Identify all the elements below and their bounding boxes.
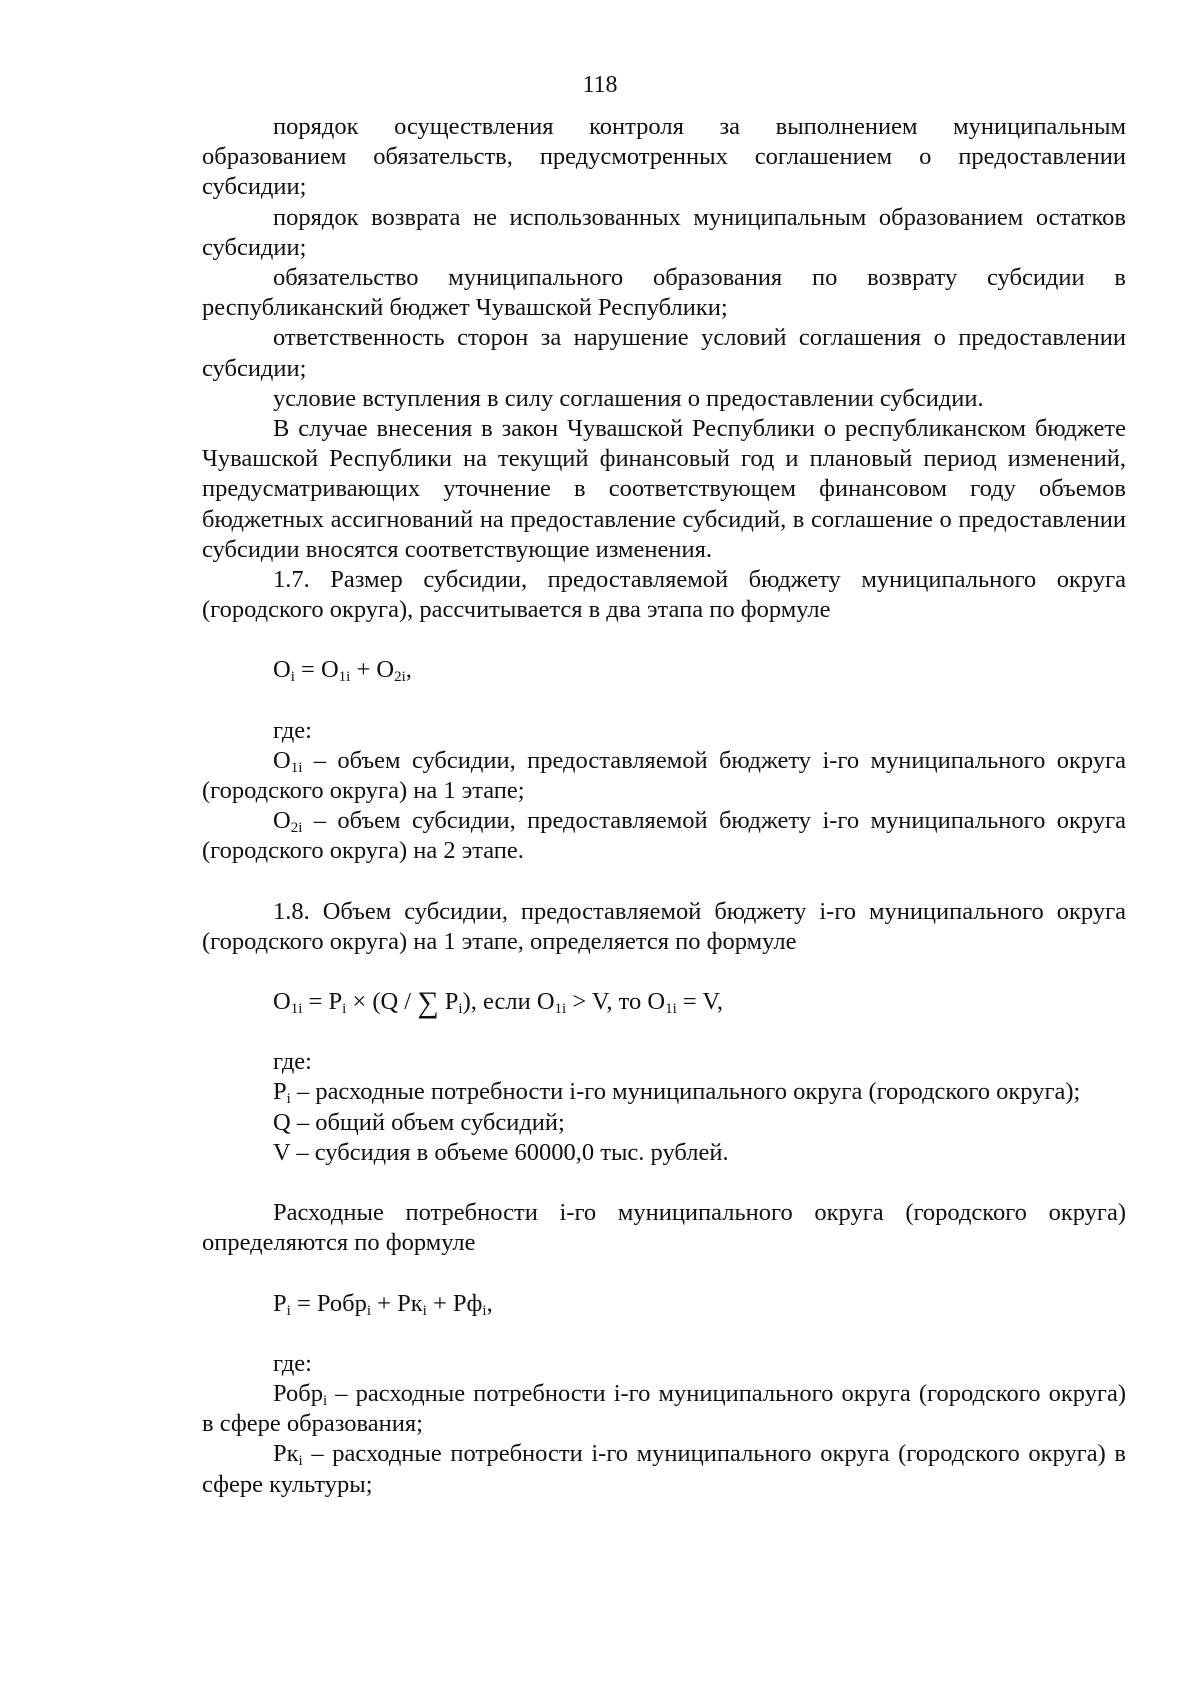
formula-op: +	[371, 1289, 398, 1317]
formula-op: =	[302, 988, 329, 1016]
formula-sym: Робр	[316, 1289, 367, 1317]
formula-sub: i	[286, 1302, 291, 1319]
sum-sign: ∑	[417, 986, 439, 1020]
paragraph: обязательство муниципального образования по возврату субсидии в республиканский бюджет Чувашской Республики;	[202, 264, 1126, 322]
formula-sym: O	[536, 988, 555, 1016]
def-text: – расходные потребности i-го муниципального округа (городского округа);	[290, 1078, 1081, 1106]
formula-sub: 1i	[290, 1001, 303, 1018]
where-label: где:	[273, 1048, 312, 1076]
definition-pk	[202, 1439, 1126, 1499]
def-sym: O	[273, 746, 291, 774]
definition-pi	[202, 1077, 1126, 1107]
def-text: – расходные потребности i-го муниципального округа (городского округа) в сфере культуры;	[202, 1440, 1126, 1498]
formula-sym: P	[328, 988, 343, 1016]
def-sub: i	[298, 1453, 303, 1470]
document-body	[202, 112, 1126, 1500]
formula-op: ,	[405, 656, 412, 684]
paragraph: Расходные потребности i-го муниципального округа (городского округа) определяются по формуле	[202, 1199, 1126, 1257]
formula-sym: O	[376, 656, 395, 684]
paragraph: В случае внесения в закон Чувашской Республики о республиканском бюджете Чувашской Республики на текущий финансовый год и плановый период изменений, предусматривающих уточнение в соответствующем финансовом году объемов бюджетных ассигнований на предоставление субсидий, в соглашение о предоставлении субсидии вносятся соответствующие изменения.	[202, 415, 1126, 563]
def-sub: 1i	[290, 759, 303, 776]
formula-sub: i	[342, 1001, 347, 1018]
formula-sub: 1i	[665, 1001, 677, 1018]
formula-op: × (Q /	[346, 988, 418, 1016]
formula-sub: i	[482, 1302, 487, 1319]
formula-3	[202, 1289, 1126, 1319]
page-number: 118	[582, 72, 618, 98]
formula-sub: 1i	[554, 1001, 567, 1018]
formula-sub: i	[290, 669, 295, 686]
formula-op: = V,	[676, 988, 724, 1016]
formula-op: > V, то	[566, 988, 648, 1016]
formula-sym: O	[320, 656, 339, 684]
def-sub: 2i	[290, 820, 303, 837]
formula-op: если	[476, 988, 537, 1016]
def-sym: Рк	[273, 1440, 299, 1468]
def-sym: Робр	[273, 1379, 323, 1407]
def-sym: P	[273, 1078, 287, 1106]
formula-sub: i	[458, 1001, 463, 1018]
definition-v: V – субсидия в объеме 60000,0 тыс. рублей.	[273, 1138, 729, 1166]
formula-sub: 1i	[338, 669, 351, 686]
formula-sub: i	[422, 1302, 427, 1319]
definition-pobr	[202, 1379, 1126, 1439]
paragraph: 1.8. Объем субсидии, предоставляемой бюджету i-го муниципального округа (городского округа) на 1 этапе, определяется по формуле	[202, 897, 1126, 955]
formula-op: =	[294, 656, 321, 684]
def-text: – объем субсидии, предоставляемой бюджету i-го муниципального округа (городского округа) на 2 этапе.	[202, 807, 1126, 865]
formula-sym: O	[273, 988, 291, 1016]
formula-sub: i	[366, 1302, 372, 1319]
formula-op: +	[426, 1289, 453, 1317]
formula-op: ),	[462, 988, 477, 1016]
paragraph: 1.7. Размер субсидии, предоставляемой бюджету муниципального округа (городского округа), рассчитывается в два этапа по формуле	[202, 566, 1126, 624]
formula-sym: P	[273, 1289, 287, 1317]
def-sub: i	[286, 1091, 291, 1108]
formula-2	[202, 986, 1126, 1020]
formula-op: +	[350, 656, 377, 684]
formula-sym: O	[273, 656, 291, 684]
formula-sym: Рк	[397, 1289, 423, 1317]
definition-o2	[202, 806, 1126, 866]
formula-op: =	[290, 1289, 317, 1317]
formula-sym: O	[647, 988, 666, 1016]
formula-1	[202, 655, 1126, 685]
def-text: – объем субсидии, предоставляемой бюджету i-го муниципального округа (городского округа) на 1 этапе;	[202, 746, 1126, 805]
paragraph: порядок возврата не использованных муниципальным образованием остатков субсидии;	[202, 203, 1126, 261]
paragraph: порядок осуществления контроля за выполнением муниципальным образованием обязательств, предусмотренных соглашением о предоставлении субсидии;	[202, 113, 1126, 201]
definition-o1	[202, 746, 1126, 806]
formula-sub: 2i	[394, 669, 406, 686]
formula-op: ,	[486, 1289, 493, 1317]
def-sub: i	[322, 1392, 328, 1409]
def-sym: O	[273, 807, 291, 835]
formula-sym: Рф	[452, 1289, 483, 1317]
where-label: где:	[273, 716, 312, 744]
paragraph: условие вступления в силу соглашения о предоставлении субсидии.	[273, 384, 984, 412]
paragraph: ответственность сторон за нарушение условий соглашения о предоставлении субсидии;	[202, 324, 1126, 382]
def-text: – расходные потребности i-го муниципального округа (городского округа) в сфере образования;	[202, 1379, 1126, 1438]
formula-sym: P	[444, 988, 459, 1016]
where-label: где:	[273, 1349, 312, 1377]
definition-q: Q – общий объем субсидий;	[273, 1108, 565, 1136]
